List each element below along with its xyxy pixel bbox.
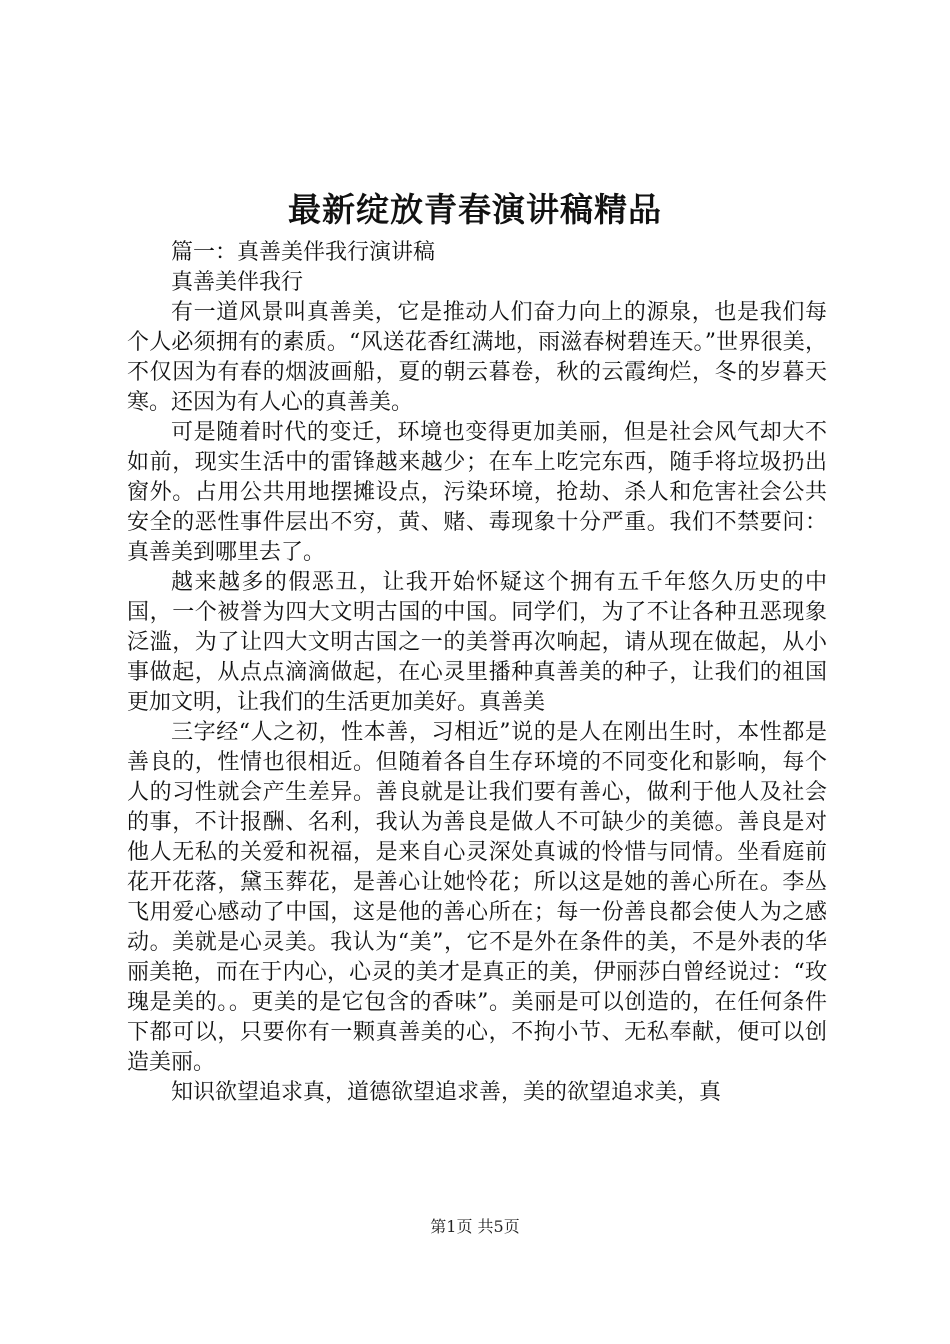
document-body xyxy=(127,238,827,1108)
page-footer: 第1页 共5页 xyxy=(430,1217,520,1236)
paragraph: 有一道风景叫真善美，它是推动人们奋力向上的源泉，也是我们每个人必须拥有的素质。“风送花香红满地，雨滋春树碧连天。”世界很美，不仅因为有春的烟波画船，夏的朝云暮卷，秋的云霞绚烂，冬的岁暮天寒。还因为有人心的真善美。 xyxy=(127,300,827,415)
subtitle: 真善美伴我行 xyxy=(171,270,304,295)
paragraph: 越来越多的假恶丑，让我开始怀疑这个拥有五千年悠久历史的中国，一个被誉为四大文明古国的中国。同学们，为了不让各种丑恶现象泛滥，为了让四大文明古国之一的美誉再次响起，请从现在做起，从小事做起，从点点滴滴做起，在心灵里播种真善美的种子，让我们的祖国更加文明，让我们的生活更加美好。真善美 xyxy=(127,570,827,715)
paragraph: 知识欲望追求真，道德欲望追求善，美的欲望追求美，真 xyxy=(171,1080,722,1105)
section-heading: 篇一：真善美伴我行演讲稿 xyxy=(171,240,436,265)
paragraph: 三字经“人之初，性本善，习相近”说的是人在刚出生时，本性都是善良的，性情也很相近。但随着各自生存环境的不同变化和影响，每个人的习性就会产生差异。善良就是让我们要有善心，做利于他人及社会的事，不计报酬、名利，我认为善良是做人不可缺少的美德。善良是对他人无私的关爱和祝福，是来自心灵深处真诚的怜惜与同情。坐看庭前花开花落，黛玉葬花，是善心让她怜花；所以这是她的善心所在。李丛飞用爱心感动了中国，这是他的善心所在；每一份善良都会使人为之感动。美就是心灵美。我认为“美”，它不是外在条件的美，不是外表的华丽美艳，而在于内心，心灵的美才是真正的美，伊丽莎白曾经说过：“玫瑰是美的。。更美的是它包含的香味”。美丽是可以创造的，在任何条件下都可以，只要你有一颗真善美的心，不拘小节、无私奉献，便可以创造美丽。 xyxy=(127,720,827,1075)
paragraph: 可是随着时代的变迁，环境也变得更加美丽，但是社会风气却大不如前，现实生活中的雷锋越来越少；在车上吃完东西，随手将垃圾扔出窗外。占用公共用地摆摊设点，污染环境，抢劫、杀人和危害社会公共安全的恶性事件层出不穷，黄、赌、毒现象十分严重。我们不禁要问：真善美到哪里去了。 xyxy=(127,420,827,565)
page-title: 最新绽放青春演讲稿精品 xyxy=(288,190,662,229)
